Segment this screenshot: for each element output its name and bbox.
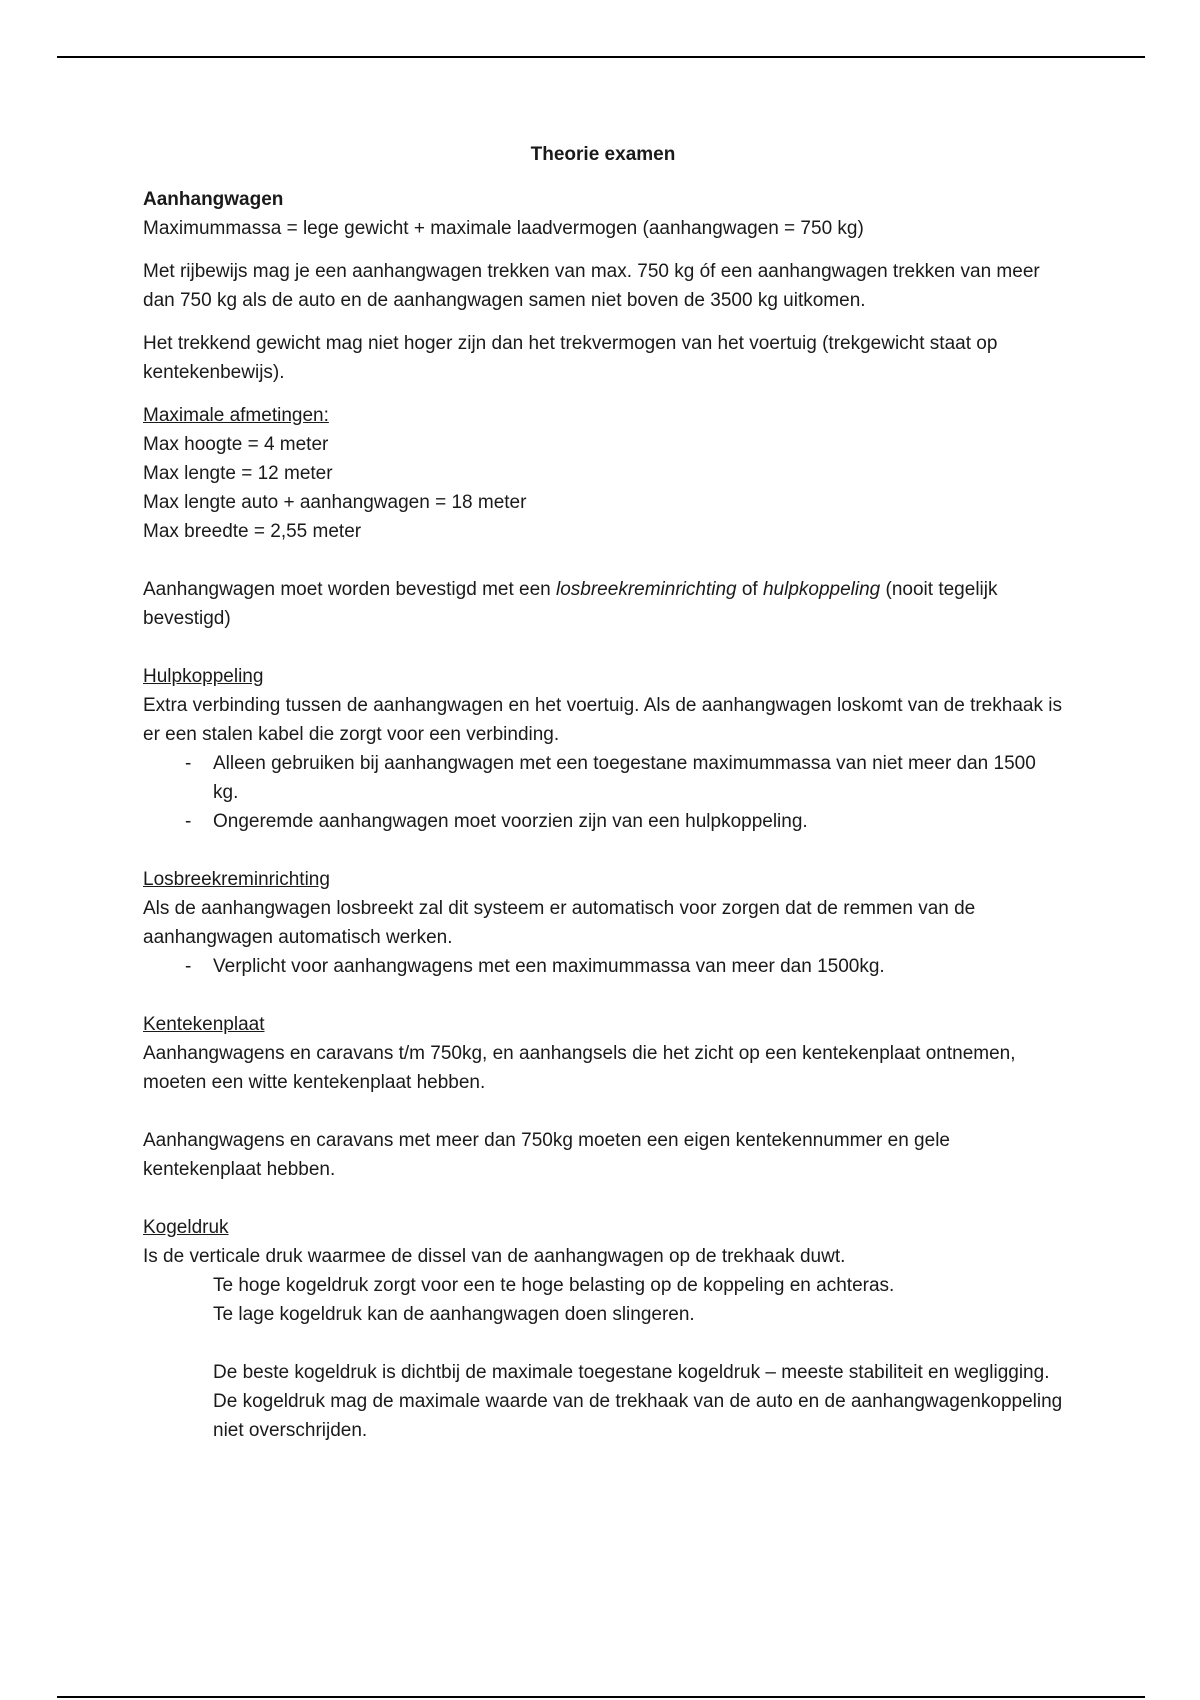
para-gele-kentekenplaat: Aanhangwagens en caravans met meer dan 750kg moeten een eigen kentekennummer en gele kentekenplaat hebben. [143,1130,950,1180]
dim-breedte: Max breedte = 2,55 meter [143,521,362,542]
document-body [143,140,1063,1445]
list-item: - Alleen gebruiken bij aanhangwagen met een toegestane maximummassa van niet meer dan 1500 kg. [213,749,1063,807]
heading-hulpkoppeling: Hulpkoppeling [143,666,264,687]
heading-afmetingen: Maximale afmetingen: [143,405,329,426]
heading-losbreekreminrichting: Losbreekreminrichting [143,869,330,890]
heading-kentekenplaat: Kentekenplaat [143,1014,265,1035]
attach-term-losbreek: losbreekreminrichting [556,579,737,600]
list-hulpkoppeling [143,749,1063,836]
attach-text-post: (nooit tegelijk bevestigd) [143,579,998,629]
attach-text-mid: of [736,579,763,600]
dim-lengte-combinatie: Max lengte auto + aanhangwagen = 18 meter [143,492,527,513]
list-item: - Verplicht voor aanhangwagens met een maximummassa van meer dan 1500kg. [213,952,1063,981]
kogeldruk-te-laag: Te lage kogeldruk kan de aanhangwagen doen slingeren. [213,1304,695,1325]
list-item: - Ongeremde aanhangwagen moet voorzien zijn van een hulpkoppeling. [213,807,1063,836]
attach-text-pre: Aanhangwagen moet worden bevestigd met een [143,579,556,600]
header-rule [57,56,1145,58]
kogeldruk-beste: De beste kogeldruk is dichtbij de maximale toegestane kogeldruk – meeste stabiliteit en wegligging. [213,1362,1050,1383]
attach-term-hulpkoppeling: hulpkoppeling [762,579,881,600]
text-kogeldruk: Is de verticale druk waarmee de dissel van de aanhangwagen op de trekhaak duwt. [143,1246,846,1267]
text-hulpkoppeling: Extra verbinding tussen de aanhangwagen en het voertuig. Als de aanhangwagen loskomt van de trekhaak is er een stalen kabel die zorgt voor een verbinding. [143,695,1062,745]
formula-maximummassa: Maximummassa = lege gewicht + maximale laadvermogen (aanhangwagen = 750 kg) [143,218,864,239]
text-losbreekreminrichting: Als de aanhangwagen losbreekt zal dit systeem er automatisch voor zorgen dat de remmen van de aanhangwagen automatisch werken. [143,898,976,948]
para-rijbewijs: Met rijbewijs mag je een aanhangwagen trekken van max. 750 kg óf een aanhangwagen trekken van meer dan 750 kg als de auto en de aanhangwagen samen niet boven de 3500 kg uitkomen. [143,261,1040,311]
page-title: Theorie examen [530,144,676,165]
para-bevestiging [143,575,1063,633]
kogeldruk-maximaal: De kogeldruk mag de maximale waarde van de trekhaak van de auto en de aanhangwagenkoppeling niet overschrijden. [213,1391,1063,1441]
list-losbreekreminrichting [143,952,1063,981]
dim-lengte: Max lengte = 12 meter [143,463,333,484]
para-witte-kentekenplaat: Aanhangwagens en caravans t/m 750kg, en aanhangsels die het zicht op een kentekenplaat ontnemen, moeten een witte kentekenplaat hebben. [143,1043,1016,1093]
heading-kogeldruk: Kogeldruk [143,1217,229,1238]
heading-aanhangwagen: Aanhangwagen [143,189,284,210]
footer-rule [57,1696,1145,1698]
para-trekkend-gewicht: Het trekkend gewicht mag niet hoger zijn dan het trekvermogen van het voertuig (trekgewicht staat op kentekenbewijs). [143,333,998,383]
kogeldruk-te-hoog: Te hoge kogeldruk zorgt voor een te hoge belasting op de koppeling en achteras. [213,1275,895,1296]
dim-hoogte: Max hoogte = 4 meter [143,434,329,455]
